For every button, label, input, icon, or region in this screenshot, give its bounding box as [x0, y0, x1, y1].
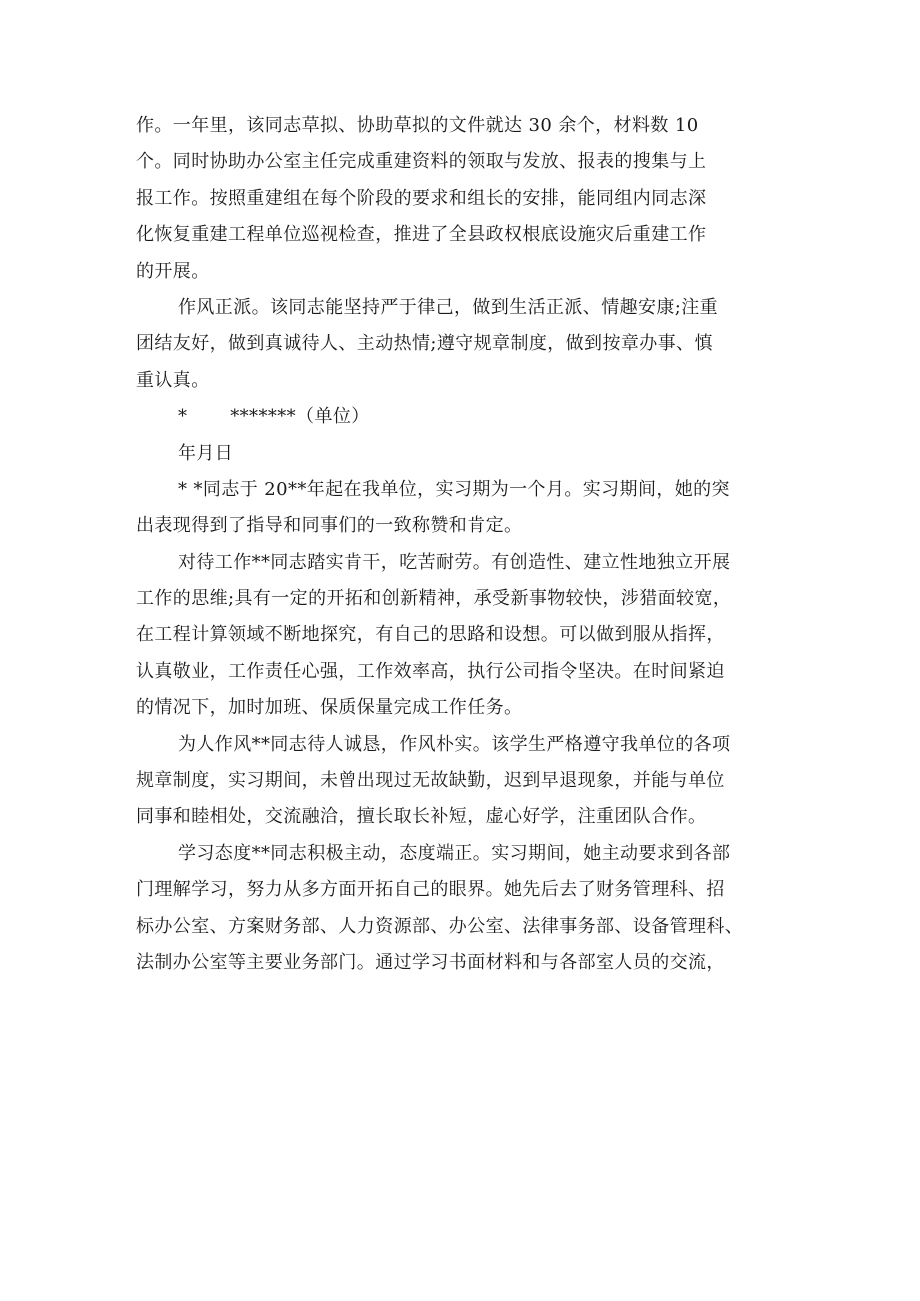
text-line: 出表现得到了指导和同事们的一致称赞和肯定。 — [136, 515, 523, 537]
text-line: 个。同时协助办公室主任完成重建资料的领取与发放、报表的搜集与上 — [136, 151, 707, 173]
text-line: 对待工作**同志踏实肯干，吃苦耐劳。有创造性、建立性地独立开展 — [178, 551, 731, 573]
text-line: 团结友好，做到真诚待人、主动热情;遵守规章制度，做到按章办事、慎 — [136, 333, 713, 355]
text-line: 门理解学习，努力从多方面开拓自己的眼界。她先后去了财务管理科、招 — [136, 879, 725, 901]
text-line: * *******（单位） — [178, 406, 370, 428]
text-line: 学习态度**同志积极主动，态度端正。实习期间，她主动要求到各部 — [178, 842, 731, 864]
text-line: 法制办公室等主要业务部门。通过学习书面材料和与各部室人员的交流， — [136, 951, 725, 973]
text-line: 规章制度，实习期间，未曾出现过无故缺勤，迟到早退现象，并能与单位 — [136, 770, 725, 792]
text-line: 年月日 — [178, 442, 234, 464]
text-line: 在工程计算领域不断地探究，有自己的思路和设想。可以做到服从指挥， — [136, 624, 725, 646]
document-body — [136, 108, 796, 981]
text-line: 为人作风**同志待人诚恳，作风朴实。该学生严格遵守我单位的各项 — [178, 733, 731, 755]
text-line: 重认真。 — [136, 369, 210, 391]
text-line: * *同志于 20**年起在我单位，实习期为一个月。实习期间，她的突 — [178, 478, 730, 500]
text-line: 同事和睦相处，交流融洽，擅长取长补短，虚心好学，注重团队合作。 — [136, 806, 707, 828]
text-line: 标办公室、方案财务部、人力资源部、办公室、法律事务部、设备管理科、 — [136, 915, 744, 937]
text-line: 的开展。 — [136, 260, 210, 282]
text-line: 工作的思维;具有一定的开拓和创新精神，承受新事物较快，涉猎面较宽， — [136, 588, 732, 610]
text-line: 作风正派。该同志能坚持严于律己，做到生活正派、情趣安康;注重 — [178, 296, 719, 318]
text-line: 作。一年里，该同志草拟、协助草拟的文件就达 30 余个，材料数 10 — [136, 115, 699, 136]
text-line: 化恢复重建工程单位巡视检查，推进了全县政权根底设施灾后重建工作 — [136, 224, 707, 246]
text-line: 认真敬业，工作责任心强，工作效率高，执行公司指令坚决。在时间紧迫 — [136, 660, 725, 682]
text-line: 的情况下，加时加班、保质保量完成工作任务。 — [136, 697, 523, 719]
text-line: 报工作。按照重建组在每个阶段的要求和组长的安排，能同组内同志深 — [136, 187, 707, 209]
